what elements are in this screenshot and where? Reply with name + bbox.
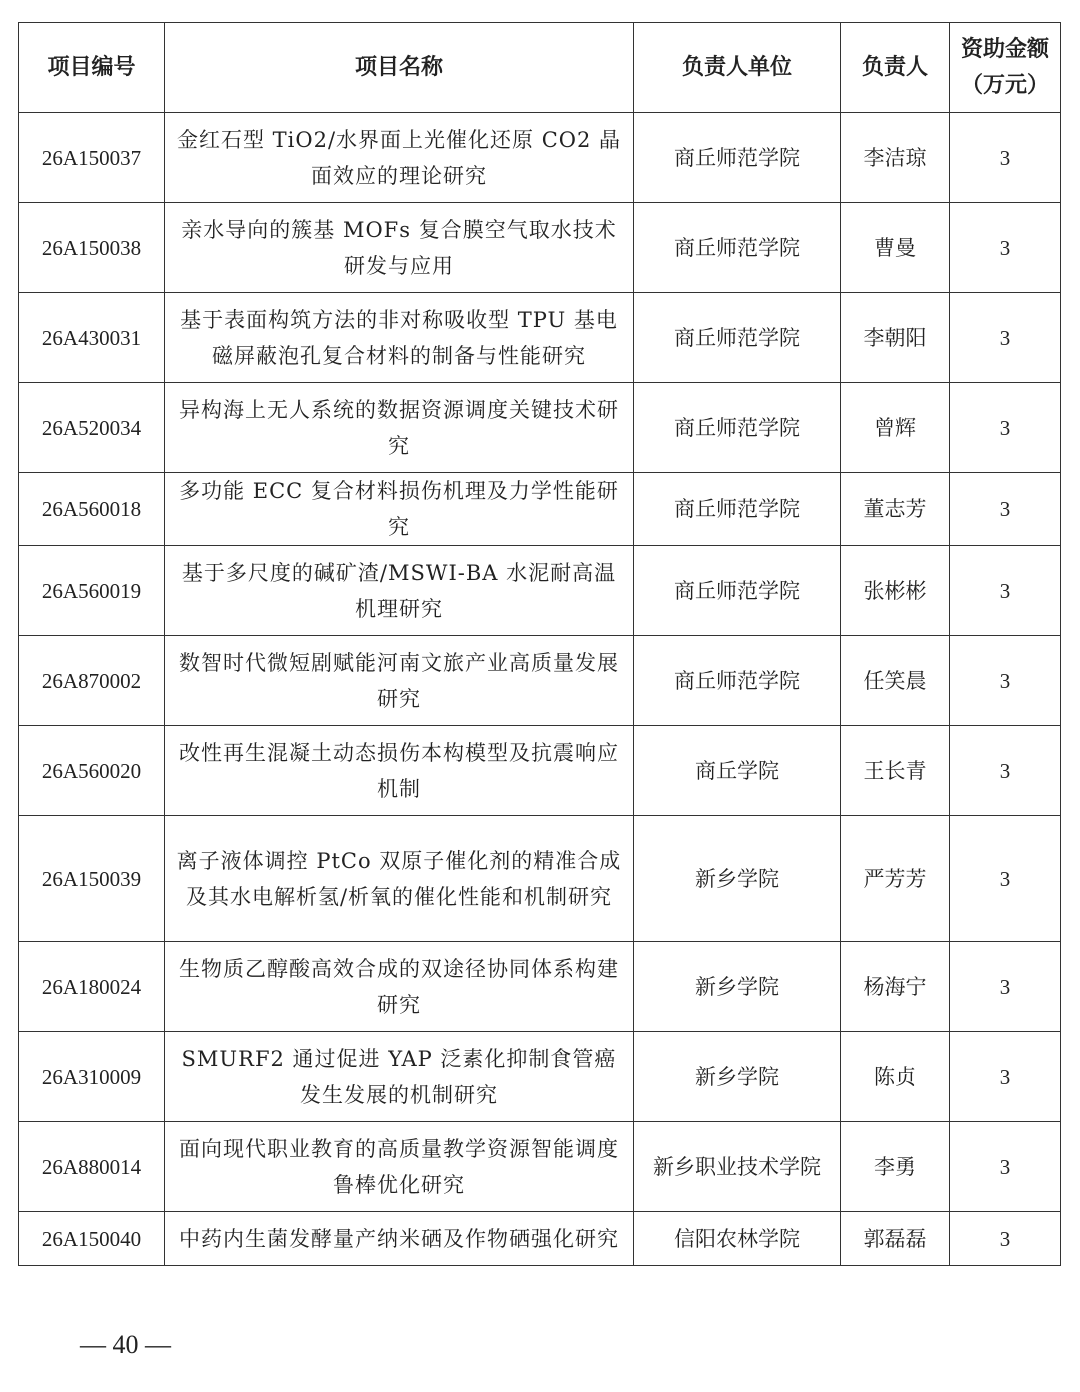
amount-cell: 3 bbox=[950, 203, 1061, 293]
table-row bbox=[19, 726, 1061, 816]
header-row bbox=[19, 23, 1061, 113]
table-row bbox=[19, 473, 1061, 546]
project-name-cell: 异构海上无人系统的数据资源调度关键技术研究 bbox=[165, 383, 634, 473]
unit-cell: 商丘师范学院 bbox=[634, 383, 841, 473]
leader-cell: 陈贞 bbox=[841, 1032, 950, 1122]
project-name-cell: 中药内生菌发酵量产纳米硒及作物硒强化研究 bbox=[165, 1212, 634, 1266]
unit-cell: 商丘学院 bbox=[634, 726, 841, 816]
project-no-cell: 26A150039 bbox=[19, 816, 165, 942]
header-unit: 负责人单位 bbox=[634, 23, 841, 113]
leader-cell: 张彬彬 bbox=[841, 546, 950, 636]
leader-cell: 严芳芳 bbox=[841, 816, 950, 942]
project-name-cell: 基于表面构筑方法的非对称吸收型 TPU 基电磁屏蔽泡孔复合材料的制备与性能研究 bbox=[165, 293, 634, 383]
unit-cell: 新乡学院 bbox=[634, 942, 841, 1032]
project-name-cell: 改性再生混凝土动态损伤本构模型及抗震响应机制 bbox=[165, 726, 634, 816]
project-no-cell: 26A870002 bbox=[19, 636, 165, 726]
project-no-cell: 26A430031 bbox=[19, 293, 165, 383]
table-row bbox=[19, 1122, 1061, 1212]
table-row bbox=[19, 203, 1061, 293]
amount-cell: 3 bbox=[950, 726, 1061, 816]
table-row bbox=[19, 546, 1061, 636]
unit-cell: 新乡职业技术学院 bbox=[634, 1122, 841, 1212]
table-row bbox=[19, 942, 1061, 1032]
table-row bbox=[19, 816, 1061, 942]
leader-cell: 王长青 bbox=[841, 726, 950, 816]
project-name-cell: SMURF2 通过促进 YAP 泛素化抑制食管癌发生发展的机制研究 bbox=[165, 1032, 634, 1122]
project-no-cell: 26A560019 bbox=[19, 546, 165, 636]
project-name-cell: 数智时代微短剧赋能河南文旅产业高质量发展研究 bbox=[165, 636, 634, 726]
unit-cell: 商丘师范学院 bbox=[634, 203, 841, 293]
amount-cell: 3 bbox=[950, 113, 1061, 203]
header-project-name: 项目名称 bbox=[165, 23, 634, 113]
unit-cell: 商丘师范学院 bbox=[634, 113, 841, 203]
header-amount-line2: （万元） bbox=[960, 72, 1049, 98]
project-no-cell: 26A150037 bbox=[19, 113, 165, 203]
header-project-no: 项目编号 bbox=[19, 23, 165, 113]
project-name-cell: 面向现代职业教育的高质量教学资源智能调度鲁棒优化研究 bbox=[165, 1122, 634, 1212]
amount-cell: 3 bbox=[950, 473, 1061, 546]
leader-cell: 李勇 bbox=[841, 1122, 950, 1212]
header-amount bbox=[950, 23, 1061, 113]
leader-cell: 曹曼 bbox=[841, 203, 950, 293]
project-name-cell: 多功能 ECC 复合材料损伤机理及力学性能研究 bbox=[165, 473, 634, 546]
grant-table bbox=[18, 22, 1061, 1266]
project-no-cell: 26A560020 bbox=[19, 726, 165, 816]
header-amount-line1: 资助金额 bbox=[960, 36, 1049, 62]
amount-cell: 3 bbox=[950, 1032, 1061, 1122]
amount-cell: 3 bbox=[950, 636, 1061, 726]
table-row bbox=[19, 113, 1061, 203]
project-no-cell: 26A560018 bbox=[19, 473, 165, 546]
amount-cell: 3 bbox=[950, 546, 1061, 636]
project-name-cell: 离子液体调控 PtCo 双原子催化剂的精准合成及其水电解析氢/析氧的催化性能和机制研究 bbox=[165, 816, 634, 942]
page-number: — 40 — bbox=[80, 1330, 171, 1359]
unit-cell: 信阳农林学院 bbox=[634, 1212, 841, 1266]
leader-cell: 李朝阳 bbox=[841, 293, 950, 383]
unit-cell: 商丘师范学院 bbox=[634, 546, 841, 636]
amount-cell: 3 bbox=[950, 1122, 1061, 1212]
leader-cell: 杨海宁 bbox=[841, 942, 950, 1032]
table-row bbox=[19, 383, 1061, 473]
unit-cell: 新乡学院 bbox=[634, 1032, 841, 1122]
header-leader: 负责人 bbox=[841, 23, 950, 113]
project-no-cell: 26A180024 bbox=[19, 942, 165, 1032]
unit-cell: 商丘师范学院 bbox=[634, 293, 841, 383]
leader-cell: 郭磊磊 bbox=[841, 1212, 950, 1266]
unit-cell: 商丘师范学院 bbox=[634, 473, 841, 546]
project-no-cell: 26A520034 bbox=[19, 383, 165, 473]
amount-cell: 3 bbox=[950, 816, 1061, 942]
unit-cell: 新乡学院 bbox=[634, 816, 841, 942]
table-row bbox=[19, 636, 1061, 726]
project-no-cell: 26A310009 bbox=[19, 1032, 165, 1122]
amount-cell: 3 bbox=[950, 383, 1061, 473]
leader-cell: 李洁琼 bbox=[841, 113, 950, 203]
table-row bbox=[19, 1032, 1061, 1122]
leader-cell: 董志芳 bbox=[841, 473, 950, 546]
project-name-cell: 亲水导向的簇基 MOFs 复合膜空气取水技术研发与应用 bbox=[165, 203, 634, 293]
amount-cell: 3 bbox=[950, 1212, 1061, 1266]
project-name-cell: 生物质乙醇酸高效合成的双途径协同体系构建研究 bbox=[165, 942, 634, 1032]
leader-cell: 曾辉 bbox=[841, 383, 950, 473]
amount-cell: 3 bbox=[950, 293, 1061, 383]
project-name-cell: 基于多尺度的碱矿渣/MSWI-BA 水泥耐高温机理研究 bbox=[165, 546, 634, 636]
project-no-cell: 26A150040 bbox=[19, 1212, 165, 1266]
table-row bbox=[19, 1212, 1061, 1266]
amount-cell: 3 bbox=[950, 942, 1061, 1032]
project-name-cell: 金红石型 TiO2/水界面上光催化还原 CO2 晶面效应的理论研究 bbox=[165, 113, 634, 203]
leader-cell: 任笑晨 bbox=[841, 636, 950, 726]
project-no-cell: 26A150038 bbox=[19, 203, 165, 293]
table-row bbox=[19, 293, 1061, 383]
project-no-cell: 26A880014 bbox=[19, 1122, 165, 1212]
unit-cell: 商丘师范学院 bbox=[634, 636, 841, 726]
